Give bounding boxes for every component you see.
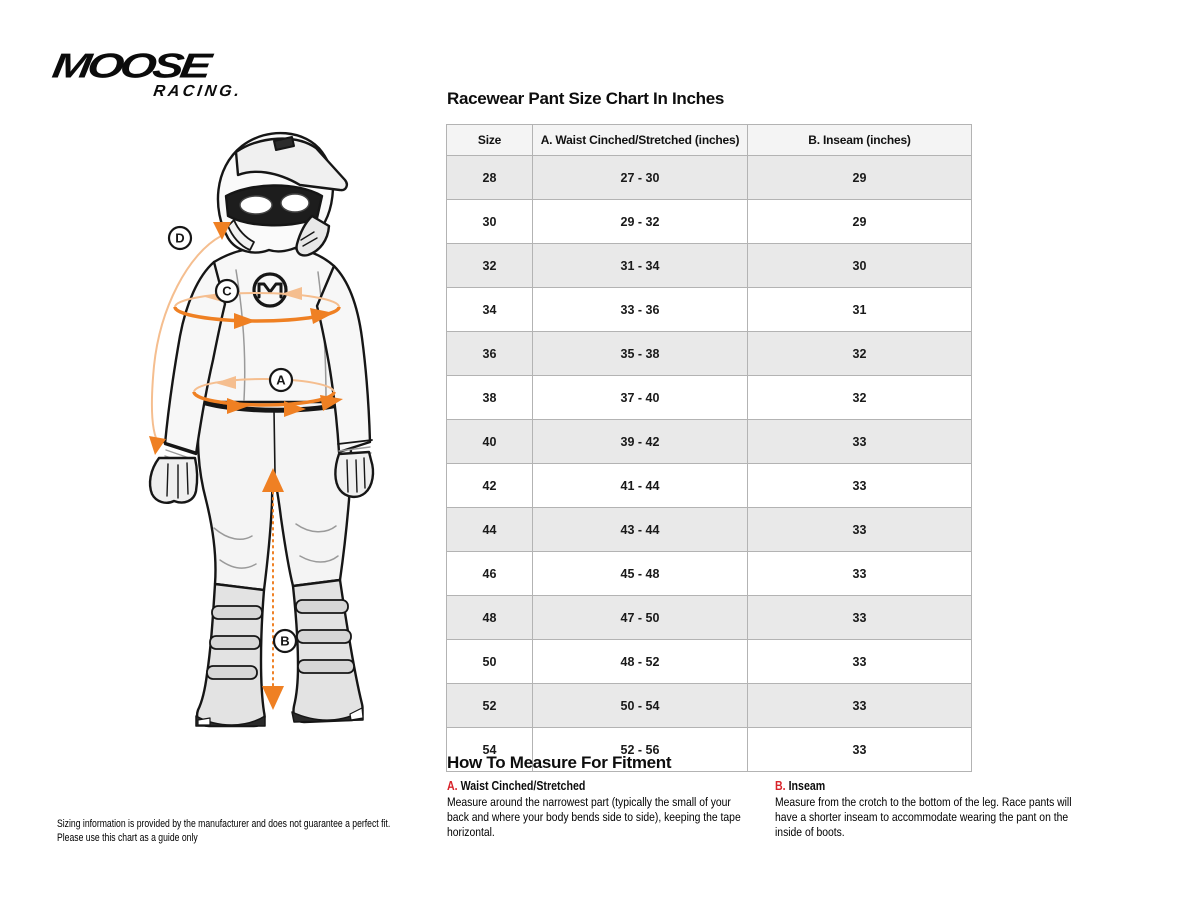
size-table-head-row	[447, 125, 972, 156]
table-row	[447, 508, 972, 552]
table-cell: 29	[748, 200, 972, 244]
table-cell: 39 - 42	[533, 420, 748, 464]
howto-title: How To Measure For Fitment	[447, 753, 672, 772]
table-cell: 48 - 52	[533, 640, 748, 684]
measure-letter-b: B.	[775, 779, 786, 793]
table-cell: 32	[447, 244, 533, 288]
table-row	[447, 640, 972, 684]
label-a	[270, 369, 292, 391]
table-cell: 33	[748, 640, 972, 684]
inseam-arrow-bottom	[262, 686, 284, 710]
size-table	[446, 124, 972, 772]
table-cell: 37 - 40	[533, 376, 748, 420]
table-cell: 54	[447, 728, 533, 772]
table-row	[447, 200, 972, 244]
measure-label-text-waist: Waist Cinched/Stretched	[460, 779, 586, 793]
table-row	[447, 420, 972, 464]
table-cell: 27 - 30	[533, 156, 748, 200]
measure-item-waist	[447, 779, 746, 840]
table-row	[447, 552, 972, 596]
table-cell: 31 - 34	[533, 244, 748, 288]
column-header: B. Inseam (inches)	[748, 125, 972, 156]
rider-illustration	[38, 108, 438, 748]
table-cell: 33	[748, 596, 972, 640]
table-row	[447, 464, 972, 508]
table-cell: 33	[748, 420, 972, 464]
table-row	[447, 376, 972, 420]
table-row	[447, 244, 972, 288]
table-row	[447, 156, 972, 200]
table-cell: 31	[748, 288, 972, 332]
size-table-body	[447, 156, 972, 772]
table-cell: 33 - 36	[533, 288, 748, 332]
table-cell: 29 - 32	[533, 200, 748, 244]
pants-drawing	[198, 400, 351, 590]
measure-text-inseam: Measure from the crotch to the bottom of the leg. Race pants will have a shorter inseam to accommodate wearing the pant on the inside of boots.	[775, 795, 1072, 839]
table-cell: 33	[748, 552, 972, 596]
column-header: Size	[447, 125, 533, 156]
column-header: A. Waist Cinched/Stretched (inches)	[533, 125, 748, 156]
page-title: Racewear Pant Size Chart In Inches	[447, 89, 725, 108]
table-cell: 41 - 44	[533, 464, 748, 508]
svg-text:C: C	[222, 283, 232, 299]
moose-racing-logo	[49, 45, 250, 101]
table-cell: 44	[447, 508, 533, 552]
table-cell: 52	[447, 684, 533, 728]
measure-label-text-inseam: Inseam	[788, 779, 826, 793]
table-cell: 29	[748, 156, 972, 200]
table-row	[447, 684, 972, 728]
table-cell: 30	[447, 200, 533, 244]
svg-text:B: B	[280, 633, 290, 649]
table-cell: 52 - 56	[533, 728, 748, 772]
table-cell: 33	[748, 508, 972, 552]
table-cell: 34	[447, 288, 533, 332]
table-cell: 38	[447, 376, 533, 420]
measure-label-waist	[447, 779, 746, 793]
table-cell: 33	[748, 464, 972, 508]
table-cell: 33	[748, 728, 972, 772]
table-cell: 42	[447, 464, 533, 508]
table-cell: 50	[447, 640, 533, 684]
logo-racing-text: RACING.	[152, 83, 244, 100]
table-cell: 32	[748, 376, 972, 420]
table-cell: 47 - 50	[533, 596, 748, 640]
measure-label-inseam	[775, 779, 1074, 793]
boots-drawing	[196, 580, 363, 726]
svg-text:D: D	[175, 230, 185, 246]
label-c	[216, 280, 238, 302]
table-cell: 43 - 44	[533, 508, 748, 552]
table-row	[447, 332, 972, 376]
table-cell: 45 - 48	[533, 552, 748, 596]
table-cell: 46	[447, 552, 533, 596]
table-cell: 35 - 38	[533, 332, 748, 376]
table-cell: 36	[447, 332, 533, 376]
table-cell: 28	[447, 156, 533, 200]
table-row	[447, 288, 972, 332]
label-b	[274, 630, 296, 652]
table-cell: 48	[447, 596, 533, 640]
disclaimer-line-2: Please use this chart as a guide only	[57, 832, 198, 845]
svg-text:A: A	[276, 372, 286, 388]
table-row	[447, 596, 972, 640]
sleeve-arrow-bottom	[149, 436, 166, 455]
disclaimer	[57, 817, 390, 845]
helmet-drawing	[218, 133, 347, 255]
table-cell: 32	[748, 332, 972, 376]
disclaimer-line-1: Sizing information is provided by the manufacturer and does not guarantee a perfect fit.	[57, 818, 391, 830]
measure-item-inseam	[775, 779, 1074, 840]
measure-text-waist: Measure around the narrowest part (typically the small of your back and where your body bends side to side), keeping the tape horizontal.	[447, 795, 741, 839]
label-d	[169, 227, 191, 249]
table-cell: 50 - 54	[533, 684, 748, 728]
table-cell: 30	[748, 244, 972, 288]
measure-letter-a: A.	[447, 779, 458, 793]
logo-moose-text: MOOSE	[49, 45, 211, 85]
table-cell: 40	[447, 420, 533, 464]
table-cell: 33	[748, 684, 972, 728]
